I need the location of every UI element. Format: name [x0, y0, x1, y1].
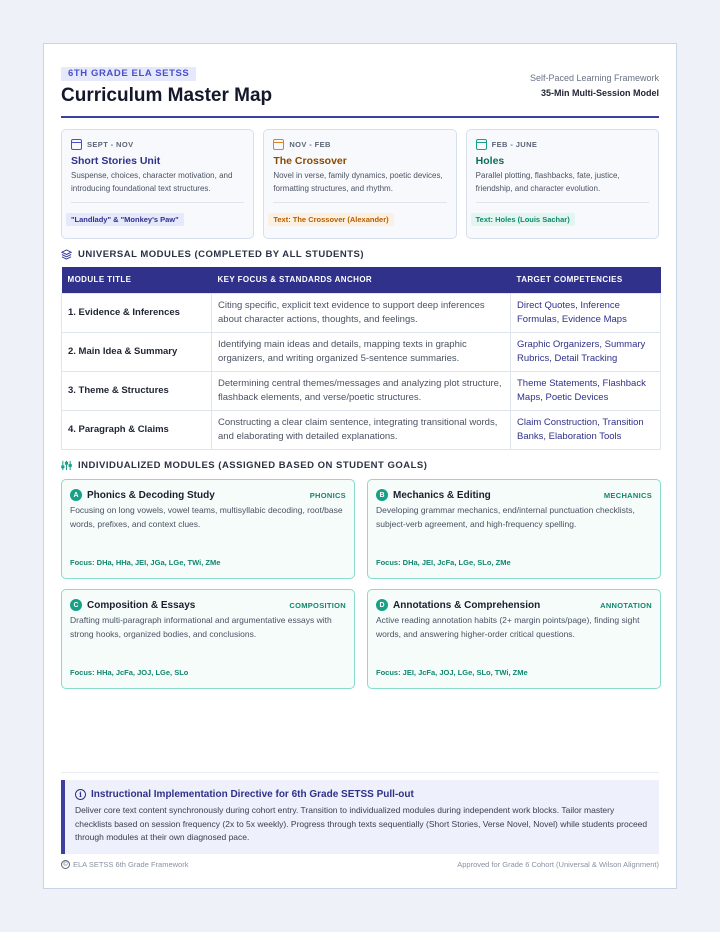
calendar-icon — [71, 139, 82, 150]
unit-card-crossover — [263, 129, 456, 239]
unit-date: NOV - FEB — [273, 139, 446, 150]
unit-divider — [71, 202, 244, 203]
unit-card-short-stories — [61, 129, 254, 239]
table-header-row — [62, 267, 661, 293]
implementation-directive — [61, 780, 659, 854]
module-title-cell: 4. Paragraph & Claims — [62, 410, 212, 449]
module-focus-cell: Constructing a clear claim sentence, integrating transitional words, and elaborating with detailed explanations. — [212, 410, 511, 449]
module-card-phonics — [61, 479, 355, 579]
module-card-description: Focusing on long vowels, vowel teams, multisyllabic decoding, root/base words, prefixes, and context clues. — [70, 505, 343, 529]
unit-divider — [476, 202, 649, 203]
individualized-modules-heading: INDIVIDUALIZED MODULES (ASSIGNED BASED ON STUDENT GOALS) — [61, 460, 427, 471]
module-letter-badge: D — [376, 599, 388, 611]
unit-text-tag: "Landlady" & "Monkey's Paw" — [66, 213, 184, 226]
table-row — [62, 371, 661, 410]
info-icon: i — [75, 789, 86, 800]
unit-cards — [61, 129, 659, 239]
module-category-tag: COMPOSITION — [289, 601, 346, 610]
module-letter-badge: A — [70, 489, 82, 501]
directive-title: Instructional Implementation Directive for 6th Grade SETSS Pull-out — [91, 789, 414, 800]
module-card-title: Annotations & Comprehension — [393, 599, 541, 611]
module-card-mechanics — [367, 479, 661, 579]
table-row — [62, 293, 661, 332]
module-title-cell: 1. Evidence & Inferences — [62, 293, 212, 332]
unit-title: Holes — [475, 155, 505, 167]
footer-left-text: ELA SETSS 6th Grade Framework — [73, 860, 189, 869]
module-card-title: Mechanics & Editing — [393, 489, 491, 501]
module-focus-students: Focus: DHa, HHa, JEI, JGa, LGe, TWi, ZMe — [70, 558, 221, 567]
unit-date: SEPT - NOV — [71, 139, 244, 150]
table-row — [62, 410, 661, 449]
module-card-description: Developing grammar mechanics, end/internal punctuation checklists, subject-verb agreement, and high-frequency spelling. — [376, 505, 635, 529]
unit-title: The Crossover — [273, 155, 347, 167]
individualized-modules-grid — [61, 479, 659, 689]
grade-badge: 6TH GRADE ELA SETSS — [61, 67, 196, 81]
module-card-annotation — [367, 589, 661, 689]
unit-description: Suspense, choices, character motivation, and introducing foundational text structures. — [71, 171, 233, 193]
unit-card-holes — [466, 129, 659, 239]
module-category-tag: PHONICS — [309, 491, 346, 500]
module-focus-students: Focus: DHa, JEI, JcFa, LGe, SLo, ZMe — [376, 558, 511, 567]
unit-date: FEB - JUNE — [476, 139, 649, 150]
header-divider — [61, 116, 659, 118]
module-competencies-cell: Graphic Organizers, Summary Rubrics, Detail Tracking — [511, 332, 661, 371]
unit-text-tag: Text: The Crossover (Alexander) — [268, 213, 393, 226]
header-meta — [530, 73, 659, 98]
footer-right-text: Approved for Grade 6 Cohort (Universal & Wilson Alignment) — [457, 860, 659, 869]
footer-divider — [61, 772, 659, 773]
unit-title: Short Stories Unit — [71, 155, 161, 167]
table-row — [62, 332, 661, 371]
page-title: Curriculum Master Map — [61, 85, 273, 106]
module-competencies-cell: Claim Construction, Transition Banks, Elaboration Tools — [511, 410, 661, 449]
module-title-cell: 2. Main Idea & Summary — [62, 332, 212, 371]
module-card-title: Phonics & Decoding Study — [87, 489, 215, 501]
calendar-icon — [273, 139, 284, 150]
calendar-icon — [476, 139, 487, 150]
universal-modules-table — [61, 267, 661, 450]
universal-modules-heading: UNIVERSAL MODULES (COMPLETED BY ALL STUDENTS) — [61, 249, 364, 260]
column-header: KEY FOCUS & STANDARDS ANCHOR — [212, 267, 511, 293]
module-card-composition — [61, 589, 355, 689]
module-focus-students: Focus: HHa, JcFa, JOJ, LGe, SLo — [70, 668, 189, 677]
module-focus-cell: Citing specific, explicit text evidence to support deep inferences about character actions, thoughts, and feelings. — [212, 293, 511, 332]
column-header: TARGET COMPETENCIES — [511, 267, 661, 293]
module-category-tag: ANNOTATION — [600, 601, 652, 610]
unit-description: Parallel plotting, flashbacks, fate, justice, friendship, and character evolution. — [475, 171, 620, 193]
module-card-description: Active reading annotation habits (2+ margin points/page), finding sight words, and answering higher-order critical questions. — [376, 615, 640, 639]
framework-label: Self-Paced Learning Framework — [529, 73, 659, 83]
module-letter-badge: B — [376, 489, 388, 501]
module-competencies-cell: Theme Statements, Flashback Maps, Poetic Devices — [511, 371, 661, 410]
sliders-icon — [61, 460, 72, 471]
module-competencies-cell: Direct Quotes, Inference Formulas, Evidence Maps — [511, 293, 661, 332]
unit-description: Novel in verse, family dynamics, poetic devices, formatting structures, and rhythm. — [273, 171, 443, 193]
column-header: MODULE TITLE — [62, 267, 212, 293]
page-footer — [61, 860, 659, 869]
module-card-description: Drafting multi-paragraph informational and argumentative essays with strong hooks, organized bodies, and conclusions. — [70, 615, 332, 639]
module-focus-students: Focus: JEI, JcFa, JOJ, LGe, SLo, TWi, ZMe — [376, 668, 528, 677]
module-card-title: Composition & Essays — [87, 599, 196, 611]
unit-text-tag: Text: Holes (Louis Sachar) — [471, 213, 575, 226]
document-page — [43, 43, 677, 889]
layers-icon — [61, 249, 72, 260]
module-category-tag: MECHANICS — [603, 491, 652, 500]
module-focus-cell: Determining central themes/messages and analyzing plot structure, flashback elements, and verse/poetic structures. — [212, 371, 511, 410]
model-label: 35-Min Multi-Session Model — [540, 88, 659, 98]
directive-body: Deliver core text content synchronously during cohort entry. Transition to individualized modules during independent work blocks. Tailor mastery checklists based on session frequency (2x to 5x weekly). Progress through texts sequentially (Short Stories, Verse Novel, Novel) while students proceed through modules at their own diagnosed pace. — [75, 805, 648, 842]
unit-divider — [273, 202, 446, 203]
module-focus-cell: Identifying main ideas and details, mapping texts in graphic organizers, and writing organized 5-sentence summaries. — [212, 332, 511, 371]
module-title-cell: 3. Theme & Structures — [62, 371, 212, 410]
module-letter-badge: C — [70, 599, 82, 611]
copyright-icon: © — [61, 860, 70, 869]
